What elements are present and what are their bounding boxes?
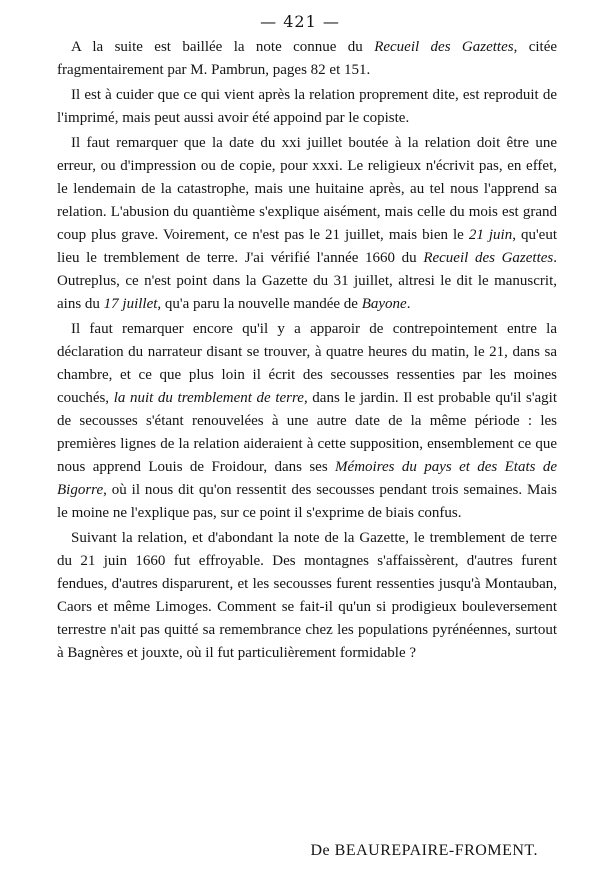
text-run: , où il nous dit qu'on ressentit des secousses pendant trois semaines. Mais le moine ne l'explique pas, sur ce point il s'exprime de biais confus. <box>57 482 557 521</box>
italic-text: Bayone <box>361 296 407 312</box>
italic-text: Recueil des Gazettes <box>374 39 514 55</box>
text-run: Il faut remarquer encore qu'il y a apparoir de contrepointement entre la déclaration du narrateur disant se trouver, à quatre heures du matin, le 21, dans sa chambre, et ce que plus loin il écrit des secousses ressenties par les moines couchés, <box>57 321 557 406</box>
italic-text: Recueil des Gazettes <box>423 250 554 266</box>
italic-text: Mémoires du pays et des Etats de Bigorre <box>57 459 557 498</box>
paragraph <box>57 84 557 130</box>
paragraph <box>57 318 557 525</box>
body-text <box>57 36 557 665</box>
text-run: . Outreplus, ce n'est point dans la Gazette du 31 juillet, altresi le dit le manuscrit, ains du <box>57 250 557 312</box>
italic-text: la nuit du tremblement de terre <box>113 390 304 406</box>
author-signature: De BEAUREPAIRE-FROMENT. <box>310 842 538 859</box>
text-run: , qu'eut lieu le tremblement de terre. J'ai vérifié l'année 1660 du <box>57 227 557 266</box>
text-run: , citée fragmentairement par M. Pambrun, pages 82 et 151. <box>57 39 558 78</box>
text-run: Il est à cuider que ce qui vient après la relation proprement dite, est reproduit de l'imprimé, mais peut aussi avoir été appoind par le copiste. <box>57 87 557 126</box>
text-run: Suivant la relation, et d'abondant la note de la Gazette, le tremblement de terre du 21 juin 1660 fut effroyable. Des montagnes s'affaissèrent, d'autres furent fendues, d'autres disparurent, et les secousses furent ressenties jusqu'à Montauban, Caors et même Limoges. Comment se fait-il qu'un si prodigieux bouleversement terrestre n'ait pas quitté sa remembrance chez les populations pyrénéennes, surtout à Bagnères et jouxte, où il fut particulièrement formidable ? <box>57 530 557 661</box>
text-run: Il faut remarquer que la date du xxi juillet boutée à la relation doit être une erreur, ou d'impression ou de copie, pour xxxi. Le religieux n'écrivit pas, en effet, le lendemain de la catastrophe, mais une huitaine après, au tel nous l'apprend sa relation. L'abusion du quantième s'explique aisément, mais celle du mois est grand coup plus grave. Voirement, ce n'est pas le 21 juillet, mais bien le <box>57 135 557 243</box>
italic-text: 21 juin <box>468 227 513 243</box>
text-run: . <box>406 296 411 312</box>
page-number: — 421 — <box>260 12 340 31</box>
paragraph <box>57 527 557 665</box>
text-run: , dans le jardin. Il est probable qu'il s'agit de secousses s'étant renouvelées à une autre date de la même période : les premières lignes de la relation aideraient à cette supposition, ensemblement ce que nous apprend Louis de Froidour, dans ses <box>57 390 558 475</box>
text-run: , qu'a paru la nouvelle mandée de <box>157 296 362 312</box>
paragraph <box>57 36 557 82</box>
text-run: A la suite est baillée la note connue du <box>71 39 375 55</box>
paragraph <box>57 132 557 316</box>
italic-text: 17 juillet <box>103 296 158 312</box>
